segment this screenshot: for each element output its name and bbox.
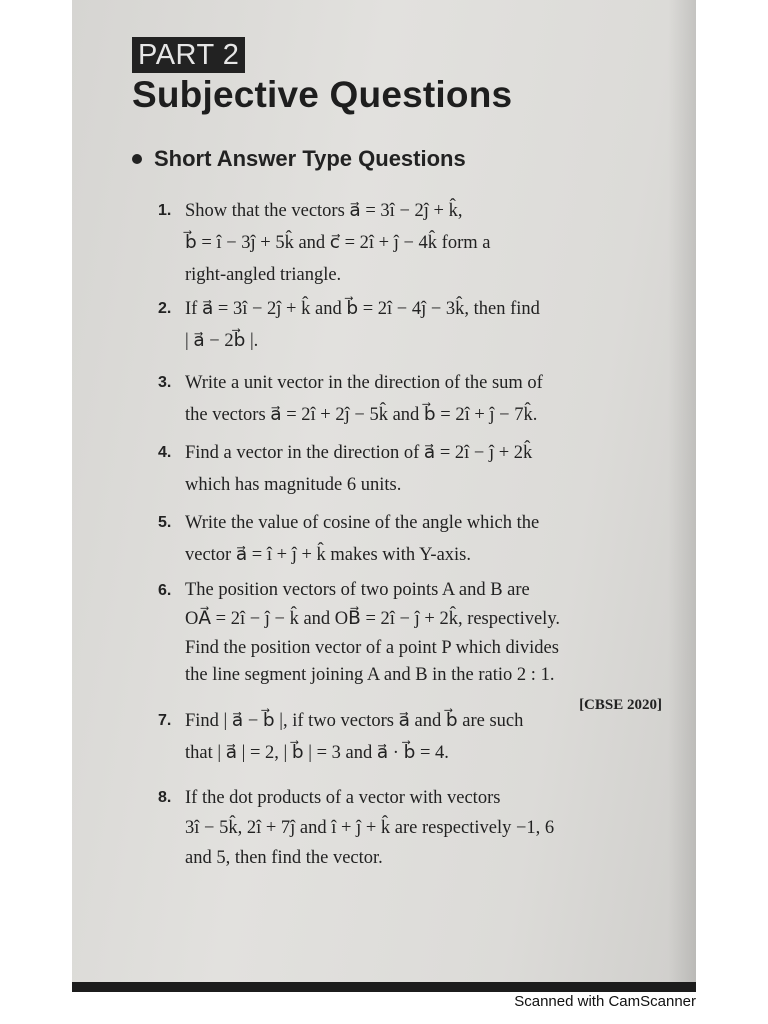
question-line: which has magnitude 6 units.	[185, 475, 402, 495]
question-number: 8.	[158, 789, 172, 806]
question-item	[158, 507, 668, 571]
question-line: Show that the vectors a⃗ = 3î − 2ĵ + k̂,	[185, 201, 463, 221]
question-line: Find | a⃗ − b⃗ |, if two vectors a⃗ and b⃗ are such	[185, 711, 524, 731]
question-line: If the dot products of a vector with vectors	[185, 788, 501, 808]
question-line: | a⃗ − 2b⃗ |.	[185, 331, 259, 351]
question-line: OA⃗ = 2î − ĵ − k̂ and OB⃗ = 2î − ĵ + 2k̂, respectively.	[185, 609, 560, 629]
question-list	[158, 195, 668, 873]
question-item	[158, 705, 668, 769]
question-line: Find the position vector of a point P which divides	[185, 638, 559, 658]
question-number: 2.	[158, 300, 172, 317]
question-line: and 5, then find the vector.	[185, 848, 383, 868]
question-line: 3î − 5k̂, 2î + 7ĵ and î + ĵ + k̂ are respectively −1, 6	[185, 818, 555, 838]
scanner-watermark: Scanned with CamScanner	[514, 993, 696, 1010]
question-line: The position vectors of two points A and B are	[185, 580, 530, 600]
page-edge-shadow	[668, 0, 696, 992]
exam-source-tag: [CBSE 2020]	[579, 697, 662, 713]
question-line: Find a vector in the direction of a⃗ = 2î − ĵ + 2k̂	[185, 443, 533, 463]
question-item	[158, 195, 668, 291]
question-item	[158, 293, 668, 357]
question-line: right-angled triangle.	[185, 265, 342, 285]
question-line: the vectors a⃗ = 2î + 2ĵ − 5k̂ and b⃗ = 2î + ĵ − 7k̂.	[185, 405, 538, 425]
subsection-title	[132, 146, 466, 172]
question-number: 4.	[158, 444, 172, 461]
section-heading: Subjective Questions	[132, 74, 513, 115]
question-number: 7.	[158, 712, 172, 729]
question-item	[158, 437, 668, 501]
question-item	[158, 367, 668, 431]
question-line: b⃗ = î − 3ĵ + 5k̂ and c⃗ = 2î + ĵ − 4k̂ form a	[185, 233, 491, 253]
subsection-title-text: Short Answer Type Questions	[154, 146, 466, 171]
question-line: If a⃗ = 3î − 2ĵ + k̂ and b⃗ = 2î − 4ĵ − 3k̂, then find	[185, 299, 540, 319]
question-line: the line segment joining A and B in the ratio 2 : 1.	[185, 665, 555, 685]
question-number: 3.	[158, 374, 172, 391]
question-number: 6.	[158, 582, 172, 599]
part-label: PART 2	[132, 37, 245, 73]
page-bottom-strip	[72, 982, 696, 992]
book-page	[72, 0, 696, 992]
question-line: Write a unit vector in the direction of the sum of	[185, 373, 543, 393]
bullet-icon	[132, 154, 142, 164]
question-line: vector a⃗ = î + ĵ + k̂ makes with Y-axis.	[185, 545, 472, 565]
question-item	[158, 783, 668, 873]
question-line: that | a⃗ | = 2, | b⃗ | = 3 and a⃗ · b⃗ = 4.	[185, 743, 449, 763]
question-line: Write the value of cosine of the angle which the	[185, 513, 540, 533]
question-number: 5.	[158, 514, 172, 531]
question-number: 1.	[158, 202, 172, 219]
question-item	[158, 577, 668, 689]
